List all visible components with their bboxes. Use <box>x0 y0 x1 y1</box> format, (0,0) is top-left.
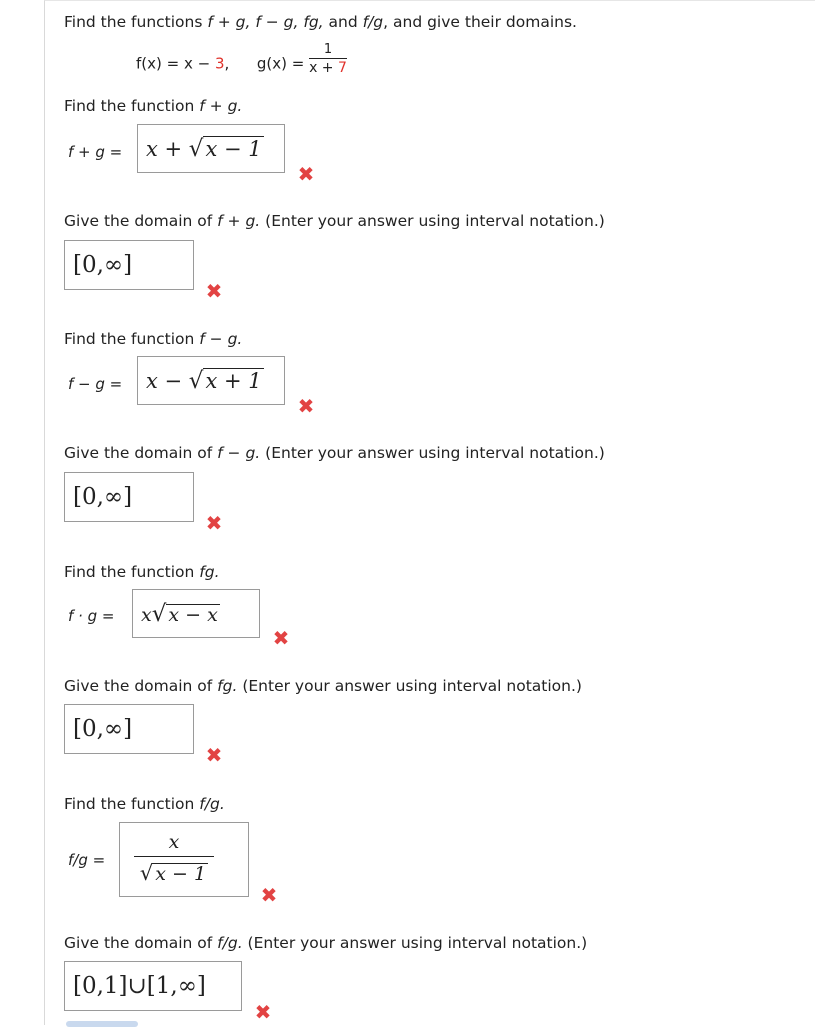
close-icon: ✖ <box>254 1000 272 1024</box>
prompt-f-plus-g: Find the function f + g. <box>64 97 243 115</box>
close-icon: ✖ <box>297 394 315 418</box>
answer-f-plus-g[interactable]: x + √x − 1 <box>137 124 285 173</box>
sqrt-symbol: √ <box>151 600 167 627</box>
lhs-f-plus-g: f + g = <box>68 143 123 161</box>
prompt-f-over-g: Find the function f/g. <box>64 795 225 813</box>
answer-f-times-g[interactable]: x√ x − x <box>132 589 260 638</box>
answer-domain-f-times-g[interactable]: [0,∞] <box>64 704 194 754</box>
answer-domain-f-plus-g[interactable]: [0,∞] <box>64 240 194 290</box>
f-definition: f(x) = x − <box>136 54 215 73</box>
g-definition: g(x) = <box>256 54 310 73</box>
sqrt-symbol: √ <box>188 135 204 162</box>
prompt-domain-f-plus-g: Give the domain of f + g. (Enter your answer using interval notation.) <box>64 212 605 230</box>
close-icon: ✖ <box>205 511 223 535</box>
lhs-f-over-g: f/g = <box>68 851 106 869</box>
answer-domain-f-minus-g[interactable]: [0,∞] <box>64 472 194 522</box>
lhs-f-times-g: f · g = <box>68 607 115 625</box>
close-icon: ✖ <box>272 626 290 650</box>
answer-f-over-g[interactable]: x √ x − 1 <box>119 822 249 897</box>
sqrt-symbol: √ <box>139 861 154 885</box>
sqrt-symbol: √ <box>188 367 204 394</box>
close-icon: ✖ <box>205 743 223 767</box>
prompt-domain-f-times-g: Give the domain of fg. (Enter your answer using interval notation.) <box>64 677 582 695</box>
problem-statement: Find the functions f + g, f − g, fg, and f/g, and give their domains. <box>64 13 577 31</box>
close-icon: ✖ <box>260 883 278 907</box>
function-definitions: f(x) = x − 3, g(x) = $\frac{1}{x + 7}$ <box>136 42 347 76</box>
prompt-f-times-g: Find the function fg. <box>64 563 220 581</box>
close-icon: ✖ <box>297 162 315 186</box>
lhs-f-minus-g: f − g = <box>68 375 123 393</box>
close-icon: ✖ <box>205 279 223 303</box>
prompt-domain-f-over-g: Give the domain of f/g. (Enter your answer using interval notation.) <box>64 934 588 952</box>
submit-button[interactable] <box>66 1021 138 1027</box>
prompt-domain-f-minus-g: Give the domain of f − g. (Enter your answer using interval notation.) <box>64 444 605 462</box>
g-fraction: $\frac{1}{x + 7}$ <box>309 42 347 76</box>
answer-f-minus-g[interactable]: x − √x + 1 <box>137 356 285 405</box>
prompt-f-minus-g: Find the function f − g. <box>64 330 243 348</box>
answer-domain-f-over-g[interactable]: [0,1]∪[1,∞] <box>64 961 242 1011</box>
f-constant: 3 <box>214 54 225 73</box>
